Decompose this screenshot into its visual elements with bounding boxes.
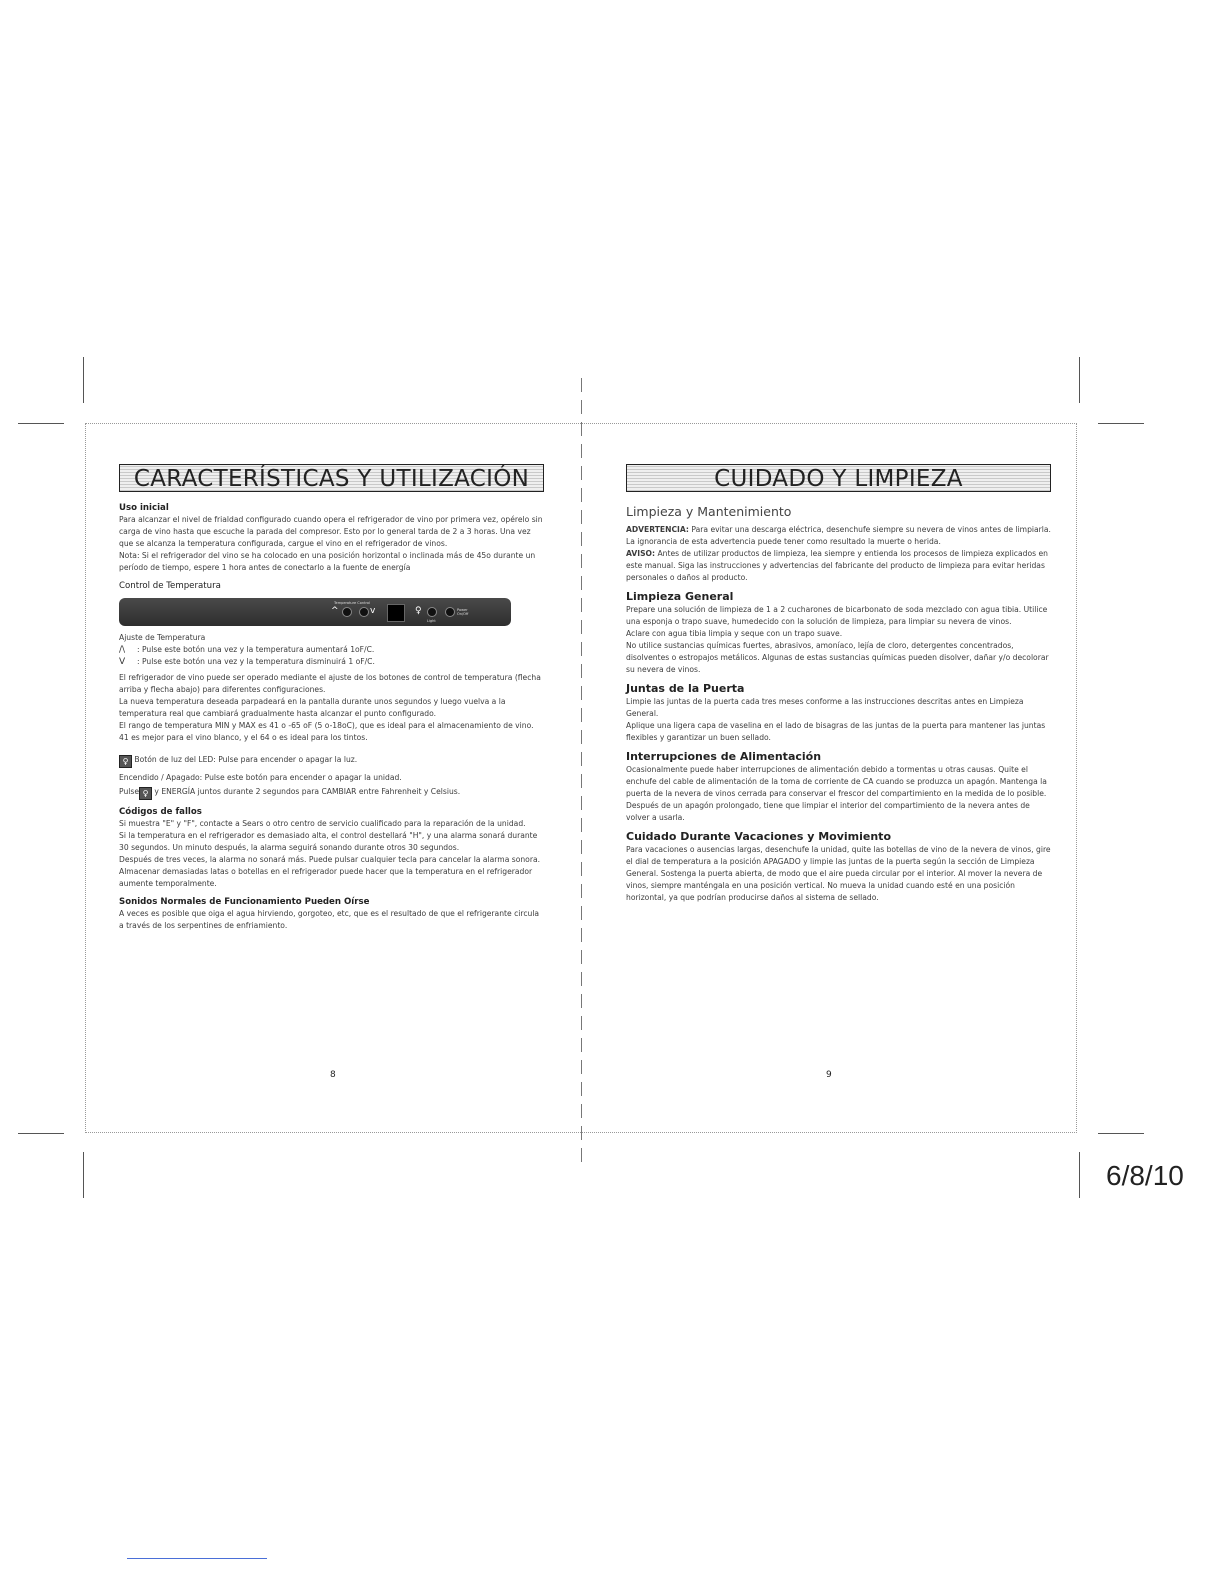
crop-mark: [1079, 357, 1080, 403]
juntas-heading: Juntas de la Puerta: [626, 682, 745, 695]
page-number-right: 9: [826, 1070, 832, 1080]
down-arrow-icon: V: [119, 657, 126, 667]
crop-mark: [1079, 1152, 1080, 1198]
paragraph: Aclare con agua tibia limpia y seque con un trapo suave.: [626, 629, 843, 638]
vacaciones-heading: Cuidado Durante Vacaciones y Movimiento: [626, 830, 891, 843]
power-text: Encendido / Apagado: Pulse este botón para encender o apagar la unidad.: [119, 773, 402, 782]
control-panel-illustration: [119, 598, 511, 626]
pulse-suffix: y ENERGÍA juntos durante 2 segundos para CAMBIAR entre Fahrenheit y Celsius.: [154, 787, 461, 796]
fallos-heading: Códigos de fallos: [119, 807, 202, 817]
advertencia-text: Para evitar una descarga eléctrica, desenchufe siempre su nevera de vinos antes de limpiarla. La ignorancia de esta advertencia puede tener como resultado la muerte o herida.: [626, 525, 1051, 546]
uso-inicial-heading: Uso inicial: [119, 503, 169, 513]
panel-button: [359, 607, 369, 617]
pulse-prefix: Pulse: [119, 787, 139, 796]
page-number-left: 8: [330, 1070, 336, 1080]
led-text: Botón de luz del LED: Pulse para encender o apagar la luz.: [134, 755, 358, 764]
panel-button: [445, 607, 455, 617]
ajuste-label: Ajuste de Temperatura: [119, 633, 206, 642]
paragraph: Si la temperatura en el refrigerador es demasiado alta, el control destellará "H", y una alarma sonará durante 30 segundos. Un minuto después, la alarma seguirá sonando durante otros 30 segundos.: [119, 831, 538, 852]
panel-light-icon: ♀: [415, 606, 422, 616]
left-page: [119, 464, 544, 932]
section-title-banner: CUIDADO Y LIMPIEZA: [626, 464, 1051, 492]
crop-mark: [83, 1152, 84, 1198]
paragraph: Prepare una solución de limpieza de 1 a 2 cucharones de bicarbonato de soda mezclado con agua tibia. Utilice una esponja o trapo suave, humedecido con la solución de limpieza, para limpiar su nevera de vinos.: [626, 605, 1048, 626]
section-title-banner: CARACTERÍSTICAS Y UTILIZACIÓN: [119, 464, 544, 492]
up-text: : Pulse este botón una vez y la temperatura aumentará 1oF/C.: [137, 645, 375, 654]
crop-mark: [18, 1133, 64, 1134]
down-text: : Pulse este botón una vez y la temperatura disminuirá 1 oF/C.: [137, 657, 375, 666]
paragraph: El rango de temperatura MIN y MAX es 41 o -65 oF (5 o-18oC), que es ideal para el almacenamiento de vino. 41 es mejor para el vino blanco, y el 64 o es ideal para los tintos.: [119, 721, 534, 742]
control-heading: Control de Temperatura: [119, 581, 221, 591]
panel-up-arrow-icon: ^: [331, 606, 339, 616]
up-arrow-icon: /\: [119, 645, 126, 655]
paragraph: Si muestra "E" y "F", contacte a Sears o otro centro de servicio cualificado para la reparación de la unidad.: [119, 819, 526, 828]
light-bulb-icon: ♀: [119, 755, 132, 768]
panel-caption-temp: Temperature Control: [334, 601, 370, 605]
subtitle: Limpieza y Mantenimiento: [626, 504, 792, 519]
paragraph: El refrigerador de vino puede ser operado mediante el ajuste de los botones de control de temperatura (flecha arriba y flecha abajo) para diferentes configuraciones.: [119, 673, 541, 694]
paragraph: Después de tres veces, la alarma no sonará más. Puede pulsar cualquier tecla para cancelar la alarma sonora.: [119, 855, 541, 864]
panel-display: [387, 604, 405, 622]
paragraph: Almacenar demasiadas latas o botellas en el refrigerador puede hacer que la temperatura en el refrigerador aumente temporalmente.: [119, 867, 533, 888]
aviso-label: AVISO:: [626, 549, 656, 558]
paragraph: No utilice sustancias químicas fuertes, abrasivos, amoníaco, lejía de cloro, detergentes concentrados, disolventes o estropajos metálicos. Algunas de estas sustancias químicas pueden disolver, dañar y/o decolorar su nevera de vinos.: [626, 641, 1049, 674]
paragraph: Ocasionalmente puede haber interrupciones de alimentación debido a tormentas u otras causas. Quite el enchufe del cable de alimentación de la toma de corriente de CA cuando se produzca un apagón. Mantenga la puerta de la nevera de vinos cerrada para conservar el frescor del compartimiento en la medida de lo posible. Después de un apagón prolongado, tiene que limpiar el interior del compartimiento de la nevera antes de volver a usarla.: [626, 765, 1047, 822]
footer-rule: [127, 1558, 267, 1559]
advertencia-label: ADVERTENCIA:: [626, 525, 689, 534]
panel-caption-light: Light: [427, 619, 436, 623]
right-page: [626, 464, 1051, 904]
paragraph: Para vacaciones o ausencias largas, desenchufe la unidad, quite las botellas de vino de la nevera de vinos, gire el dial de temperatura a la posición APAGADO y limpie las juntas de la puerta según la sección de Limpieza General. Sostenga la puerta abierta, de modo que el aire pueda circular por el interior. Al mover la nevera de vinos, siempre manténgala en una posición vertical. No mueva la unidad cuando esté en una posición horizontal, ya que podrían producirse daños al sistema de sellado.: [626, 845, 1051, 902]
spread-sheet: [85, 423, 1077, 1133]
aviso-text: Antes de utilizar productos de limpieza, lea siempre y entienda los procesos de limpieza explicados en este manual. Siga las instrucciones y advertencias del fabricante del producto de limpieza para evitar heridas personales o daños al producto.: [626, 549, 1048, 582]
panel-button: [342, 607, 352, 617]
paragraph: La nueva temperatura deseada parpadeará en la pantalla durante unos segundos y luego vuelva a la temperatura real que cambiará gradualmente hasta alcanzar el punto configurado.: [119, 697, 506, 718]
paragraph: Para alcanzar el nivel de frialdad configurado cuando opera el refrigerador de vino por primera vez, opérelo sin carga de vino hasta que escuche la parada del compresor. Esto por lo general tarda de 2 a 3 horas. Una vez que se alcanza la temperatura configurada, cargue el vino en el refrigerador de vinos.: [119, 515, 543, 548]
limpieza-general-heading: Limpieza General: [626, 590, 734, 603]
panel-down-arrow-icon: v: [370, 606, 376, 616]
crop-mark: [18, 423, 64, 424]
interrupciones-heading: Interrupciones de Alimentación: [626, 750, 822, 763]
crop-mark: [1098, 423, 1144, 424]
paragraph: Nota: Si el refrigerador del vino se ha colocado en una posición horizontal o inclinada más de 45o durante un período de tiempo, espere 1 hora antes de conectarlo a la fuente de energía: [119, 551, 536, 572]
panel-caption-power: Power On/Off: [457, 608, 469, 616]
date-stamp: 6/8/10: [1106, 1160, 1184, 1191]
light-bulb-icon: ♀: [139, 787, 152, 800]
crop-mark: [83, 357, 84, 403]
sonidos-heading: Sonidos Normales de Funcionamiento Pueden Oírse: [119, 897, 370, 907]
paragraph: A veces es posible que oiga el agua hirviendo, gorgoteo, etc, que es el resultado de que el refrigerante circula a través de los serpentines de enfriamiento.: [119, 909, 540, 930]
panel-button: [427, 607, 437, 617]
paragraph: Aplique una ligera capa de vaselina en el lado de bisagras de las juntas de la puerta para mantener las juntas flexibles y garantizar un buen sellado.: [626, 721, 1046, 742]
crop-mark: [1098, 1133, 1144, 1134]
paragraph: Limpie las juntas de la puerta cada tres meses conforme a las instrucciones descritas antes en Limpieza General.: [626, 697, 1024, 718]
